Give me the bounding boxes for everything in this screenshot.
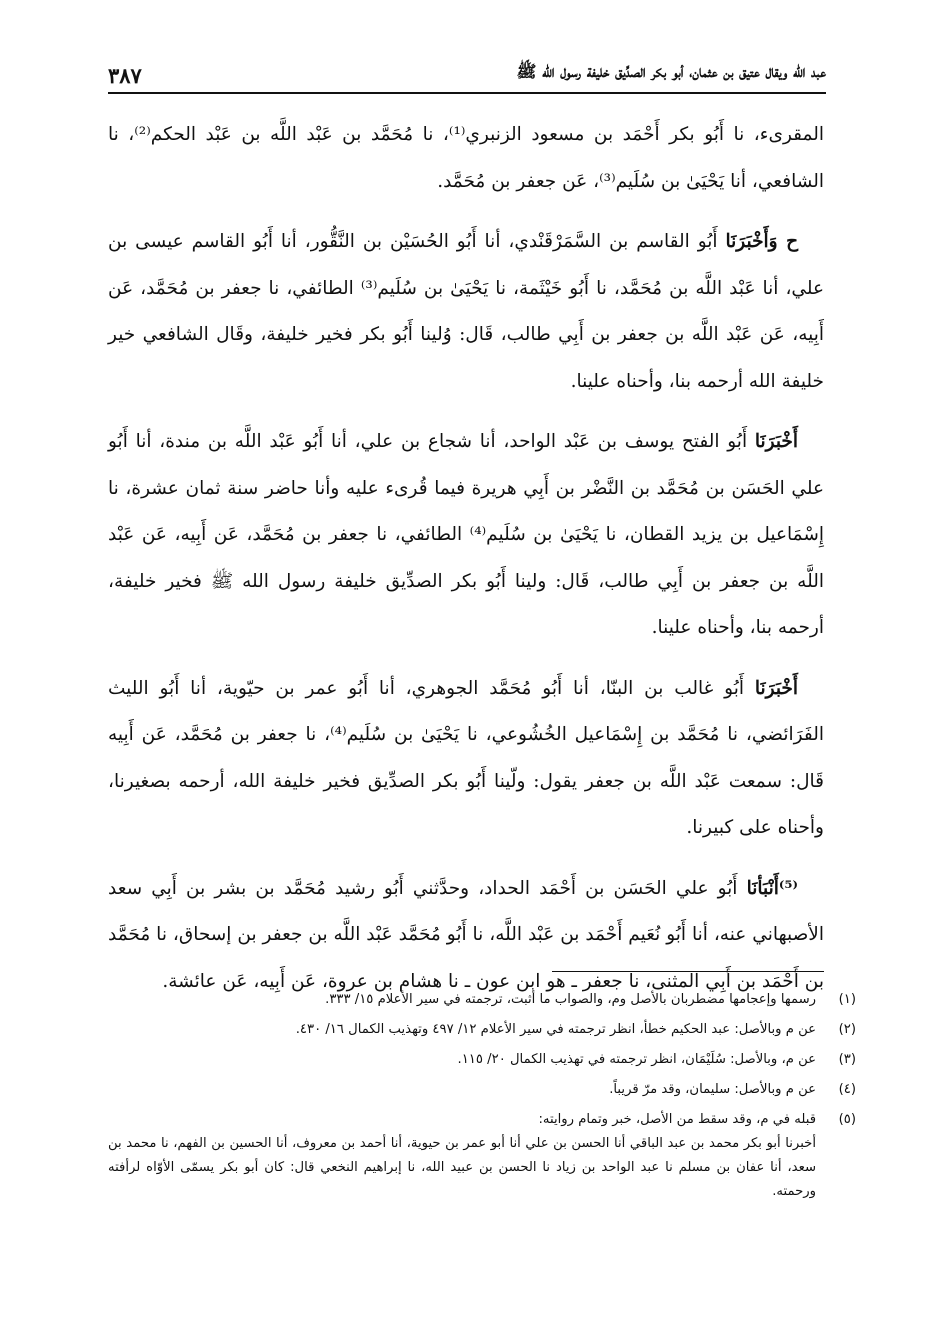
footnote-text: رسمها وإعجامها مضطربان بالأصل وم، والصواب ما أثبت، ترجمته في سير الأعلام ١٥/ ٣٣٣.	[325, 992, 816, 1007]
footnote-number: (٣)	[838, 1052, 856, 1067]
paragraph-lead: ح وَأَخْبَرَنَا	[725, 231, 799, 252]
footnote	[108, 1078, 856, 1102]
footnote	[108, 1048, 856, 1072]
footnote-text: عن م وبالأصل: سليمان، وقد مرّ قريباً.	[609, 1082, 816, 1097]
page-number: ٣٨٧	[108, 63, 142, 88]
paragraph	[108, 419, 824, 652]
paragraph-text: أَبُو القاسم بن السَّمَرْقَنْدي، أنا أَبُو الحُسَيْن بن النَّقُّور، أنا أَبُو القاسم عيسى بن علي، أنا عَبْد اللَّه بن مُحَمَّد، نا أَبُو خَيْثَمة، نا يَحْيَىٰ بن سُلَيم⁽³⁾ الطائفي، نا جعفر بن مُحَمَّد، عَن أَبِيه، عَن عَبْد اللَّه بن جعفر بن أَبِي طالب، قَال: وُلينا أَبُو بكر فخير خليفة، وقَال الشافعي خير خليفة الله أرحمه بنا، وأحناه علينا.	[108, 231, 825, 392]
paragraph-text: المقرىء، نا أَبُو بكر أَحْمَد بن مسعود الزنبري⁽¹⁾، نا مُحَمَّد بن عَبْد اللَّه بن عَبْد الحكم⁽²⁾، نا الشافعي، أنا يَحْيَىٰ بن سُلَيم⁽³⁾، عَن جعفر بن مُحَمَّد.	[108, 124, 824, 192]
footnotes	[108, 988, 856, 1210]
footnote	[108, 1108, 856, 1204]
footnote-text: عن م، وبالأصل: سُلَيْمَان، انظر ترجمته في تهذيب الكمال ٢٠/ ١١٥.	[457, 1052, 816, 1067]
paragraph	[108, 112, 824, 205]
footnote-number: (٢)	[838, 1022, 856, 1037]
paragraph	[108, 219, 824, 405]
page-header	[108, 50, 826, 94]
footnote-separator	[552, 971, 824, 972]
running-title: عبد الله ويقال عتيق بن عثمان، أبو بكر الصدِّيق خليفة رسول الله ﷺ	[516, 62, 826, 81]
footnote-text: قبله في م، وقد سقط من الأصل، خبر وتمام روايته:	[538, 1112, 816, 1127]
main-text	[108, 112, 824, 1019]
paragraph-lead: ⁽⁵⁾أَنْبَأنَا	[746, 877, 798, 899]
footnote	[108, 1018, 856, 1042]
footnote	[108, 988, 856, 1012]
footnote-text: عن م وبالأصل: عبد الحكيم خطأ، انظر ترجمته في سير الأعلام ١٢/ ٤٩٧ وتهذيب الكمال ١٦/ ٤٣٠.	[295, 1022, 816, 1037]
paragraph-text: أَبُو غالب بن البنّا، أنا أَبُو مُحَمَّد الجوهري، أنا أَبُو عمر بن حيّوية، أنا أَبُو الليث الفَرَائضي، نا مُحَمَّد بن إِسْمَاعيل الخُشُوعي، نا يَحْيَىٰ بن سُلَيم⁽⁴⁾، نا جعفر بن مُحَمَّد، عَن أَبِيه قَال: سمعت عَبْد اللَّه بن جعفر يقول: ولّينا أَبُو بكر الصدِّيق فخير خليفة الله، أرحمه بصغيرنا، وأحناه على كبيرنا.	[108, 677, 824, 838]
footnote-quoted-narration: أخبرنا أبو بكر محمد بن عبد الباقي أنا الحسن بن علي أنا أبو عمر بن حيوية، أنا أحمد بن معروف، أنا الحسين بن الفهم، نا محمد بن سعد، أنا عفان بن مسلم نا عبد الواحد بن زياد نا الحسن بن عبيد الله، نا إبراهيم النخعي قال: كان أبو بكر يسمّى الأوّاه لرأفته ورحمته.	[108, 1136, 816, 1199]
paragraph-text: أَبُو علي الحَسَن بن أَحْمَد الحداد، وحدَّثني أَبُو رشيد مُحَمَّد بن بشر بن أَبِي سعد الأصبهاني عنه، أنا أَبُو نُعَيم أَحْمَد بن عَبْد اللَّه، نا أَبُو مُحَمَّد عَبْد اللَّه بن جعفر بن إسحاق، نا مُحَمَّد بن أَحْمَد بن أَبِي المثنى، نا جعفر ـ هو ابن عون ـ نا هشام بن عروة، عَن أَبِيه، عَن عائشة.	[108, 877, 824, 992]
paragraph-lead: أَخْبَرَنَا	[754, 677, 798, 699]
footnote-number: (٤)	[838, 1082, 856, 1097]
paragraph	[108, 866, 824, 1006]
paragraph-lead: أَخْبَرَنَا	[754, 431, 798, 452]
footnote-number: (٥)	[838, 1112, 856, 1127]
paragraph-text: أَبُو الفتح يوسف بن عَبْد الواحد، أنا شجاع بن علي، أنا أَبُو عَبْد اللَّه بن مندة، أنا أَبُو علي الحَسَن بن مُحَمَّد بن النَّضْر بن أَبِي هريرة فيما قُرىء عليه وأنا حاضر سنة ثمان عشرة، نا إِسْمَاعيل بن يزيد القطان، نا يَحْيَىٰ بن سُلَيم⁽⁴⁾ الطائفي، نا جعفر بن مُحَمَّد، عَن أَبِيه، عَن عَبْد اللَّه بن جعفر بن أَبِي طالب، قَال: ولينا أَبُو بكر الصدِّيق خليفة رسول الله ﷺ فخير خليفة، أرحمه بنا، وأحناه علينا.	[108, 431, 824, 638]
paragraph	[108, 666, 824, 852]
footnote-number: (١)	[838, 992, 856, 1007]
